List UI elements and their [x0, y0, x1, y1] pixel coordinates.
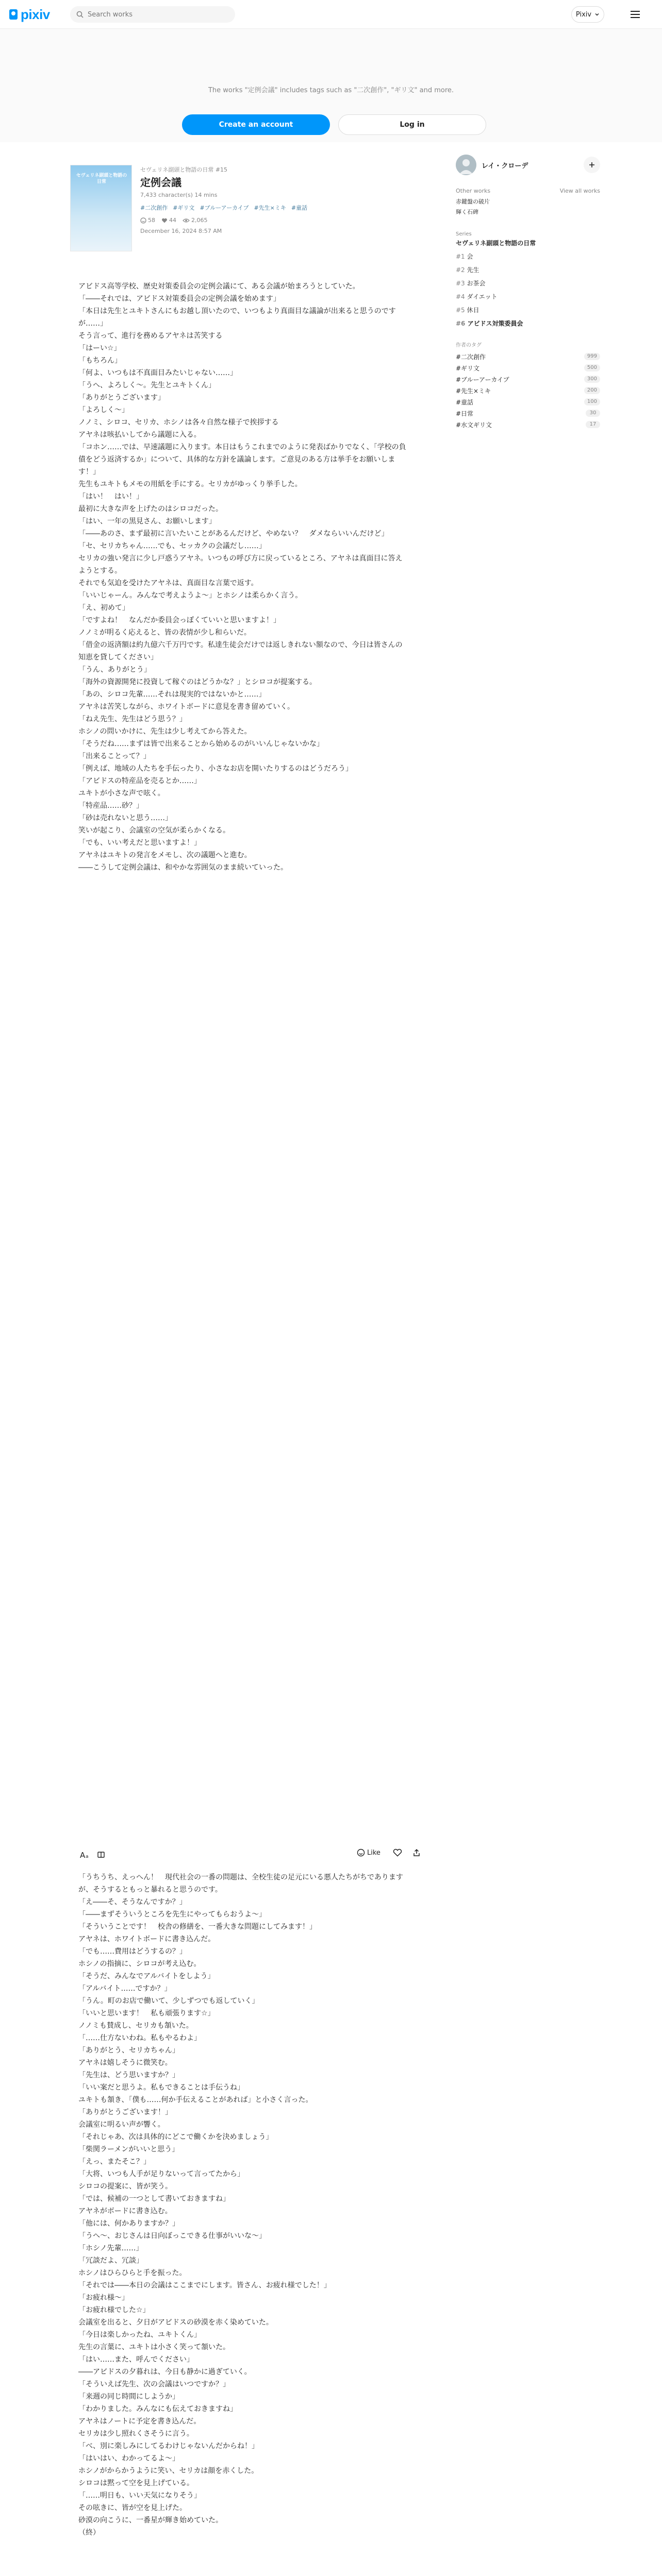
author-tag-name: #二次創作	[456, 353, 486, 361]
body-line: 「はい！ はい！」	[78, 493, 143, 501]
author-tag-row[interactable]	[456, 375, 600, 383]
view-all-link[interactable]: View all works	[559, 188, 600, 194]
body-line: アヤネは咳払いしてから議題に入る。	[78, 431, 201, 439]
body-line: 「他には、何かありますか？」	[78, 2219, 179, 2228]
episode-number: #6	[456, 320, 466, 327]
body-line: 「え――そ、そうなんですか？」	[78, 1898, 187, 1906]
series-name[interactable]: セヴェリネ副頭と物語の日常	[456, 240, 536, 247]
body-line: ノノミも賛成し、セリカも頷いた。	[78, 2022, 193, 2030]
create-account-button[interactable]: Create an account	[182, 114, 330, 135]
body-line: 「わかりました。みんなにも伝えておきますね」	[78, 2405, 237, 2413]
body-line: ノノミ、シロコ、セリカ、ホシノは各々自然な様子で挨拶する	[78, 418, 279, 427]
body-line: 「お疲れ様でした☆」	[78, 2306, 150, 2314]
body-line: 「今日は楽しかったね、ユキトくん」	[78, 2331, 201, 2339]
publish-date: December 16, 2024 8:57 AM	[140, 228, 222, 234]
pixiv-logo[interactable]	[8, 6, 60, 23]
author-tag-count: 30	[586, 410, 600, 417]
author-tag-count: 300	[584, 376, 600, 383]
author-tag-row[interactable]	[456, 364, 600, 372]
body-line: 「ですよね！ なんだか委員会っぽくていいと思いますよ！」	[78, 616, 280, 624]
smile-icon	[357, 1849, 365, 1857]
body-line: ユキトが小さな声で呟く。	[78, 789, 165, 798]
body-line: 「来週の同じ時間にしようか」	[78, 2393, 179, 2401]
body-line: 笑いが起こり、会議室の空気が柔らかくなる。	[78, 826, 230, 835]
body-line: シロコは黙って空を見上げている。	[78, 2479, 194, 2487]
author-tag-name: #水文ギリ文	[456, 421, 492, 429]
body-line: 最初に大きな声を上げたのはシロコだった。	[78, 505, 223, 513]
novel-body	[78, 280, 408, 874]
view-settings-button[interactable]	[95, 1849, 107, 1861]
body-line: 「海外の資源開発に投資して稼ぐのはどうかな？」とシロコが提案する。	[78, 678, 317, 686]
menu-icon[interactable]	[629, 8, 641, 21]
layout-icon	[97, 1851, 105, 1859]
episode-title: ダイエット	[467, 293, 498, 300]
smile-icon	[140, 217, 146, 224]
body-line: 「――あのさ、まず最初に言いたいことがあるんだけど、やめない？ ダメならいいんだけど」	[78, 530, 389, 538]
body-line: 「ありがとうございます」	[78, 394, 165, 402]
views-count: 2,065	[191, 217, 208, 224]
search-box[interactable]	[70, 6, 235, 23]
body-line: 「よろしく～」	[78, 406, 129, 414]
body-line: 「何よ、いつもは不真面目みたいじゃない……」	[78, 369, 237, 377]
tag-item[interactable]: #ギリ文	[173, 205, 195, 211]
tag-item[interactable]: #先生×ミキ	[254, 205, 286, 211]
heart-outline-icon[interactable]	[393, 1849, 402, 1857]
body-line: 「――それでは、アビドス対策委員会の定例会議を始めます」	[78, 295, 280, 303]
body-line: 「べ、別に楽しみにしてるわけじゃないんだからね！」	[78, 2442, 259, 2450]
body-line: 「先生は、どう思いますか？」	[78, 2071, 179, 2079]
body-line: 「例えば、地域の人たちを手伝ったり、小さなお店を開いたりするのはどうだろう」	[78, 765, 353, 773]
likes-stat	[140, 217, 155, 224]
body-line: 「柴関ラーメンがいいと思う」	[78, 2145, 179, 2154]
author-tag-name: #ギリ文	[456, 364, 480, 372]
logo-text: pixiv	[21, 6, 50, 22]
body-line: 「セ、セリカちゃん……でも、セッカクの会議だし……」	[78, 542, 266, 550]
body-line: 「いいじゃーん。みんなで考えようよ～」とホシノは柔らかく言う。	[78, 591, 303, 600]
tag-list	[140, 204, 408, 212]
body-line: 「そういうことです！ 校舎の修繕を、一番大きな問題にしてみます！」	[78, 1923, 317, 1931]
tag-item[interactable]: #二次創作	[140, 205, 168, 211]
body-line: 「いいと思います！ 私も頑張ります☆」	[78, 2009, 215, 2018]
author-tag-row[interactable]	[456, 420, 600, 429]
body-line: 「はい……また、呼んでください」	[78, 2355, 194, 2364]
body-line: 「うへ～、おじさんは日向ぼっこできる仕事がいいな～」	[78, 2232, 266, 2240]
body-line: 砂漠の向こうに、一番星が輝き始めていた。	[78, 2516, 223, 2524]
other-works-label: Other works	[456, 188, 491, 194]
body-line: 「いい案だと思うよ。私もできることは手伝うね」	[78, 2083, 244, 2092]
author-block	[456, 155, 600, 175]
chevron-down-icon	[594, 12, 600, 17]
body-line: ノノミが明るく応えると、皆の表情が少し和らいだ。	[78, 629, 251, 637]
author-tag-name: #ブルーアーカイブ	[456, 376, 509, 383]
body-line: 「うへ、よろしく～。先生とユキトくん」	[78, 381, 216, 389]
episode-title: 休日	[467, 307, 479, 314]
author-tag-name: #先生×ミキ	[456, 387, 491, 395]
body-line: 「はーい☆」	[78, 344, 121, 352]
body-line: 「はい、一年の黒見さん、お願いします」	[78, 517, 216, 526]
body-line: アヤネは苦笑しながら、ホワイトボードに意見を書き留めていく。	[78, 703, 295, 711]
site-header	[0, 0, 662, 29]
svg-text:A: A	[80, 1851, 86, 1859]
body-line: 「出来ることって？」	[78, 752, 151, 760]
body-line: 先生の言葉に、ユキトは小さく笑って頷いた。	[78, 2343, 230, 2351]
bookmarks-count: 44	[169, 217, 176, 224]
body-line: 「そうだね……まずは皆で出来ることから始めるのがいいんじゃないかな」	[78, 740, 324, 748]
body-line: アヤネはユキトの発言をメモし、次の議題へと進む。	[78, 851, 252, 859]
episode-number: #2	[456, 266, 465, 274]
body-line: その呟きに、皆が空を見上げた。	[78, 2504, 187, 2512]
author-tag-count: 17	[586, 421, 600, 428]
body-line: 会議室を出ると、夕日がアビドスの砂漠を赤く染めていた。	[78, 2318, 273, 2327]
body-line: ユキトも頷き、「僕も……何か手伝えることがあれば」と小さく言った。	[78, 2096, 313, 2104]
svg-text:a: a	[86, 1854, 89, 1859]
body-line: 「ホシノ先輩……」	[78, 2244, 143, 2252]
author-tag-row[interactable]	[456, 386, 600, 395]
body-line: ホシノの指摘に、シロコが考え込む。	[78, 1960, 201, 1968]
episode-number: #4	[456, 293, 465, 300]
episode-title: アビドス対策委員会	[467, 320, 523, 327]
body-line: それでも気迫を受けたアヤネは、真面目な言葉で返す。	[78, 579, 258, 587]
body-line: 「ありがとう、セリカちゃん」	[78, 2046, 179, 2055]
body-line: 「うん、ありがとう」	[78, 666, 151, 674]
author-tag-count: 200	[584, 387, 600, 394]
likes-count: 58	[148, 217, 155, 224]
body-line: 「……明日も、いい天気になりそう」	[78, 2492, 201, 2500]
author-tag-name: #日常	[456, 410, 474, 417]
search-input[interactable]	[88, 11, 222, 19]
author-avatar[interactable]	[456, 155, 476, 175]
plus-icon	[589, 162, 595, 168]
body-line: 「――まずそういうところを先生にやってもらおうよ～」	[78, 1910, 266, 1919]
cover-title: セヴェリネ副頭と物語の日常	[76, 173, 127, 184]
author-tag-name: #童話	[456, 398, 474, 406]
views-stat	[183, 217, 208, 224]
body-line: 「では、候補の一つとして書いておきますね」	[78, 2195, 230, 2203]
body-line: 「え、初めて」	[78, 604, 129, 612]
font-size-button[interactable]	[78, 1849, 91, 1861]
body-line: ホシノの問いかけに、先生は少し考えてから答えた。	[78, 727, 252, 736]
series-episode[interactable]	[456, 293, 600, 301]
bookmarks-stat	[161, 217, 176, 224]
body-line: アヤネは、ホワイトボードに書き込んだ。	[78, 1935, 216, 1943]
body-line: ホシノはひらひらと手を振った。	[78, 2269, 187, 2277]
banner-text: The works "定例会議" includes tags such as "二次創作", "ギリ文" and more.	[208, 87, 454, 94]
series-episode[interactable]	[456, 306, 600, 314]
pixiv-mark-icon	[8, 8, 19, 21]
author-tag-row[interactable]	[456, 409, 600, 417]
body-line: 先生もユキトもメモの用紙を手にする。セリカがゆっくり挙手した。	[78, 480, 302, 488]
login-button[interactable]: Log in	[338, 114, 486, 135]
episode-title: お茶会	[467, 280, 486, 287]
text-size-icon	[80, 1851, 89, 1859]
body-line: 「……仕方ないわね。私もやるわよ」	[78, 2034, 201, 2042]
author-tag-count: 999	[584, 353, 600, 360]
body-line: 「アビドスの特産品を売るとか……」	[78, 777, 201, 785]
series-episode[interactable]	[456, 252, 600, 261]
author-tag-row[interactable]	[456, 398, 600, 406]
body-line: 「コホン……では、早速議題に入ります。本日はもうこれまでのように発表ばかりでなく、「学校の負債をどう返済するか」について、具体的な方針を議論します。ご意見のある方は挙手をお願いします！」	[78, 443, 406, 476]
author-name[interactable]: レイ・クローデ	[482, 162, 528, 170]
episode-number: #5	[456, 307, 465, 314]
body-line: アビドス高等学校、歴史対策委員会の定例会議にて、ある会議が始まろうとしていた。	[78, 282, 360, 291]
other-work-item[interactable]: 赤鍵盤の破片	[456, 198, 490, 205]
share-icon[interactable]	[412, 1849, 421, 1857]
body-line: 「あの、シロコ先輩……それは現実的ではないかと……」	[78, 690, 266, 699]
body-line: ――こうして定例会議は、和やかな雰囲気のまま続いていった。	[78, 863, 288, 872]
author-tags-title: 作者のタグ	[456, 343, 482, 348]
heart-icon	[161, 217, 168, 224]
body-line: 「でも、いい考えだと思いますよ！」	[78, 839, 201, 847]
body-line: 「お疲れ様～」	[78, 2294, 129, 2302]
body-line: 「アルバイト……ですか？」	[78, 1985, 172, 1993]
like-label: Like	[367, 1849, 380, 1857]
episode-title: 会	[467, 253, 473, 260]
body-line: 「えっ、またそこ？」	[78, 2158, 151, 2166]
body-line: 「借金の返済額は約九億六千万円です。私達生徒会だけでは返しきれない額なので、今日は皆さんの知恵を貸してください」	[78, 641, 403, 662]
author-tag-row[interactable]	[456, 352, 600, 361]
series-episode-current[interactable]	[456, 319, 600, 328]
body-line: 「大将、いつも人手が足りないって言ってたから」	[78, 2170, 244, 2178]
body-line: 「はいはい、わかってるよ～」	[78, 2454, 179, 2463]
body-line: 「そういえば先生、次の会議はいつですか？」	[78, 2380, 230, 2388]
work-meta	[140, 166, 408, 234]
body-line: 会議室に明るい声が響く。	[78, 2121, 165, 2129]
sidebar	[456, 155, 600, 429]
language-select[interactable]	[571, 6, 604, 23]
avatar-image	[456, 155, 476, 175]
series-nav	[456, 231, 600, 328]
tag-item[interactable]: #童話	[291, 205, 308, 211]
body-line: セリカは少し照れくさそうに言う。	[78, 2430, 194, 2438]
search-icon	[76, 11, 84, 18]
body-line: 「それじゃあ、次は具体的にどこで働くかを決めましょう」	[78, 2133, 273, 2141]
tag-item[interactable]: #ブルーアーカイブ	[200, 205, 249, 211]
body-line: 「うん。町のお店で働いて、少しずつでも返していく」	[78, 1997, 259, 2005]
body-line: ホシノがからかうように笑い、セリカは顔を赤くした。	[78, 2467, 259, 2475]
body-line: 「それでは――本日の会議はここまでにします。皆さん、お疲れ様でした！」	[78, 2281, 331, 2290]
eye-icon	[183, 217, 190, 224]
body-line: 「もちろん」	[78, 357, 122, 365]
episode-title: 先生	[467, 266, 479, 274]
novel-body-continued	[78, 1871, 408, 2539]
body-line: 「ねえ先生、先生はどう思う？」	[78, 715, 187, 723]
series-episode[interactable]	[456, 266, 600, 274]
follow-button[interactable]	[584, 157, 600, 173]
series-link[interactable]: セヴェリネ副頭と物語の日常 #15	[140, 166, 228, 173]
work-stats	[140, 217, 408, 224]
body-line: アヤネはノートに予定を書き込んだ。	[78, 2417, 201, 2426]
language-label: Pixiv	[575, 10, 592, 19]
work-title: 定例会議	[140, 176, 181, 189]
body-line: そう言って、進行を務めるアヤネは苦笑する	[78, 332, 223, 340]
body-line: セリカの強い発言に少し戸惑うアヤネ。いつもの呼び方に戻っているところ、アヤネは真面目に答えようとする。	[78, 554, 403, 575]
body-line: 「冗談だよ、冗談」	[78, 2257, 143, 2265]
episode-number: #3	[456, 280, 465, 287]
body-line: 「特産品……砂？」	[78, 802, 143, 810]
episode-number: #1	[456, 253, 465, 260]
other-work-item[interactable]: 輝く石碑	[456, 209, 478, 215]
series-label: Series	[456, 231, 472, 237]
body-line: 「本日は先生とユキトさんにもお越し頂いたので、いつもより真面目な議論が出来ると思うのですが……」	[78, 307, 396, 328]
body-line: シロコの提案に、皆が笑う。	[78, 2182, 172, 2191]
char-count: 7,433 character(s) 14 mins	[140, 192, 218, 198]
body-line: アヤネは嬉しそうに微笑む。	[78, 2059, 172, 2067]
body-line: 「ありがとうございます！」	[78, 2108, 172, 2116]
body-line: 「でも……費用はどうするの？」	[78, 1947, 187, 1956]
body-line: アヤネがボードに書き込む。	[78, 2207, 172, 2215]
body-line: 「砂は売れないと思う……」	[78, 814, 172, 822]
author-tag-count: 100	[584, 398, 600, 405]
body-line: （終）	[78, 2529, 100, 2537]
series-episode[interactable]	[456, 279, 600, 287]
work-cover[interactable]	[70, 165, 132, 251]
other-works-header	[456, 188, 600, 196]
body-line: 「そうだ、みんなでアルバイトをしよう」	[78, 1972, 215, 1980]
author-tag-count: 500	[584, 364, 600, 371]
like-button[interactable]	[357, 1849, 421, 1857]
reader-toolbar	[78, 1849, 408, 1861]
body-line: 「うちうち、えっへん！ 現代社会の一番の問題は、全校生徒の足元にいる悪人たちがちでありますが、そうするともっと暴れると思うのです。	[78, 1873, 403, 1894]
body-line: ――アビドスの夕暮れは、今日も静かに過ぎていく。	[78, 2368, 252, 2376]
